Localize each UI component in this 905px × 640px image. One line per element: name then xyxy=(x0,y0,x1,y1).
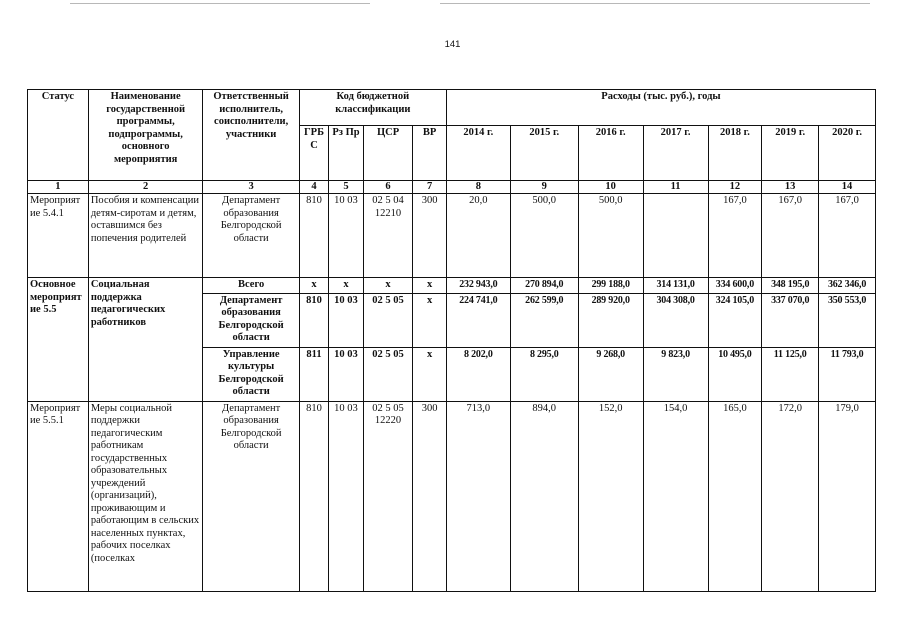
header-grbs: ГРБ С xyxy=(299,126,328,181)
header-year-2014: 2014 г. xyxy=(446,126,510,181)
column-number: 3 xyxy=(203,181,299,194)
grbs-cell: 810 xyxy=(299,293,328,347)
responsible-cell: Департамент образования Белгородской области xyxy=(203,401,299,591)
value-cell: 179,0 xyxy=(819,401,876,591)
value-cell: 172,0 xyxy=(762,401,819,591)
value-cell: 20,0 xyxy=(446,194,510,278)
column-number: 1 xyxy=(28,181,89,194)
header-year-2015: 2015 г. xyxy=(510,126,578,181)
value-cell: 500,0 xyxy=(578,194,643,278)
header-csr: ЦСР xyxy=(363,126,413,181)
header-year-2020: 2020 г. xyxy=(819,126,876,181)
value-cell: 713,0 xyxy=(446,401,510,591)
csr-cell: 02 5 05 12220 xyxy=(363,401,413,591)
value-cell: 334 600,0 xyxy=(708,278,762,294)
responsible-cell: Департамент образования Белгородской области xyxy=(203,293,299,347)
scan-edge-line xyxy=(70,3,370,4)
table-row xyxy=(28,401,876,591)
header-year-2018: 2018 г. xyxy=(708,126,762,181)
value-cell: 10 495,0 xyxy=(708,347,762,401)
budget-table xyxy=(27,89,876,592)
header-expenses: Расходы (тыс. руб.), годы xyxy=(446,90,875,126)
value-cell: 11 793,0 xyxy=(819,347,876,401)
grbs-cell: 811 xyxy=(299,347,328,401)
column-number: 2 xyxy=(88,181,203,194)
value-cell: 154,0 xyxy=(643,401,708,591)
column-number-row xyxy=(28,181,876,194)
value-cell: 262 599,0 xyxy=(510,293,578,347)
value-cell: 9 823,0 xyxy=(643,347,708,401)
value-cell: 8 202,0 xyxy=(446,347,510,401)
vr-cell: 300 xyxy=(413,401,447,591)
column-number: 12 xyxy=(708,181,762,194)
value-cell: 894,0 xyxy=(510,401,578,591)
header-status: Статус xyxy=(28,90,89,181)
responsible-cell: Департамент образования Белгородской области xyxy=(203,194,299,278)
column-number: 14 xyxy=(819,181,876,194)
value-cell: 289 920,0 xyxy=(578,293,643,347)
status-cell: Основное мероприятие 5.5 xyxy=(28,278,89,402)
header-budget-code: Код бюджетной классификации xyxy=(299,90,446,126)
header-name: Наименование государственной программы, подпрограммы, основного мероприятия xyxy=(88,90,203,181)
value-cell: 167,0 xyxy=(762,194,819,278)
rzpr-cell: 10 03 xyxy=(329,347,363,401)
vr-cell: x xyxy=(413,293,447,347)
header-vr: ВР xyxy=(413,126,447,181)
column-number: 8 xyxy=(446,181,510,194)
csr-cell: x xyxy=(363,278,413,294)
header-row xyxy=(28,90,876,126)
page-number: 141 xyxy=(444,39,461,50)
responsible-cell: Управление культуры Белгородской области xyxy=(203,347,299,401)
value-cell: 11 125,0 xyxy=(762,347,819,401)
value-cell: 350 553,0 xyxy=(819,293,876,347)
value-cell: 337 070,0 xyxy=(762,293,819,347)
csr-cell: 02 5 05 xyxy=(363,347,413,401)
value-cell: 314 131,0 xyxy=(643,278,708,294)
value-cell xyxy=(643,194,708,278)
column-number: 10 xyxy=(578,181,643,194)
column-number: 7 xyxy=(413,181,447,194)
vr-cell: x xyxy=(413,347,447,401)
header-rzpr: Рз Пр xyxy=(329,126,363,181)
value-cell: 167,0 xyxy=(819,194,876,278)
grbs-cell: 810 xyxy=(299,401,328,591)
value-cell: 304 308,0 xyxy=(643,293,708,347)
value-cell: 270 894,0 xyxy=(510,278,578,294)
responsible-cell: Всего xyxy=(203,278,299,294)
vr-cell: x xyxy=(413,278,447,294)
value-cell: 152,0 xyxy=(578,401,643,591)
column-number: 9 xyxy=(510,181,578,194)
header-year-2017: 2017 г. xyxy=(643,126,708,181)
value-cell: 500,0 xyxy=(510,194,578,278)
value-cell: 299 188,0 xyxy=(578,278,643,294)
csr-cell: 02 5 04 12210 xyxy=(363,194,413,278)
csr-cell: 02 5 05 xyxy=(363,293,413,347)
column-number: 6 xyxy=(363,181,413,194)
scan-edge-line xyxy=(440,3,870,4)
value-cell: 9 268,0 xyxy=(578,347,643,401)
name-cell: Меры социальной поддержки педагогическим работникам государственных образовательных учреждений (организаций), проживающим и работающим в сельских населенных пунктах, рабочих поселках (поселках xyxy=(88,401,203,591)
value-cell: 348 195,0 xyxy=(762,278,819,294)
column-number: 11 xyxy=(643,181,708,194)
header-year-2019: 2019 г. xyxy=(762,126,819,181)
grbs-cell: x xyxy=(299,278,328,294)
value-cell: 167,0 xyxy=(708,194,762,278)
rzpr-cell: 10 03 xyxy=(329,194,363,278)
header-year-2016: 2016 г. xyxy=(578,126,643,181)
value-cell: 8 295,0 xyxy=(510,347,578,401)
name-cell: Социальная поддержка педагогических работников xyxy=(88,278,203,402)
table-row xyxy=(28,194,876,278)
value-cell: 324 105,0 xyxy=(708,293,762,347)
column-number: 5 xyxy=(329,181,363,194)
vr-cell: 300 xyxy=(413,194,447,278)
value-cell: 362 346,0 xyxy=(819,278,876,294)
status-cell: Мероприятие 5.5.1 xyxy=(28,401,89,591)
value-cell: 224 741,0 xyxy=(446,293,510,347)
status-cell: Мероприятие 5.4.1 xyxy=(28,194,89,278)
value-cell: 165,0 xyxy=(708,401,762,591)
column-number: 4 xyxy=(299,181,328,194)
name-cell: Пособия и компенсации детям-сиротам и детям, оставшимся без попечения родителей xyxy=(88,194,203,278)
header-responsible: Ответственный исполнитель, соисполнители, участники xyxy=(203,90,299,181)
column-number: 13 xyxy=(762,181,819,194)
rzpr-cell: x xyxy=(329,278,363,294)
value-cell: 232 943,0 xyxy=(446,278,510,294)
rzpr-cell: 10 03 xyxy=(329,401,363,591)
grbs-cell: 810 xyxy=(299,194,328,278)
rzpr-cell: 10 03 xyxy=(329,293,363,347)
table-row xyxy=(28,278,876,294)
